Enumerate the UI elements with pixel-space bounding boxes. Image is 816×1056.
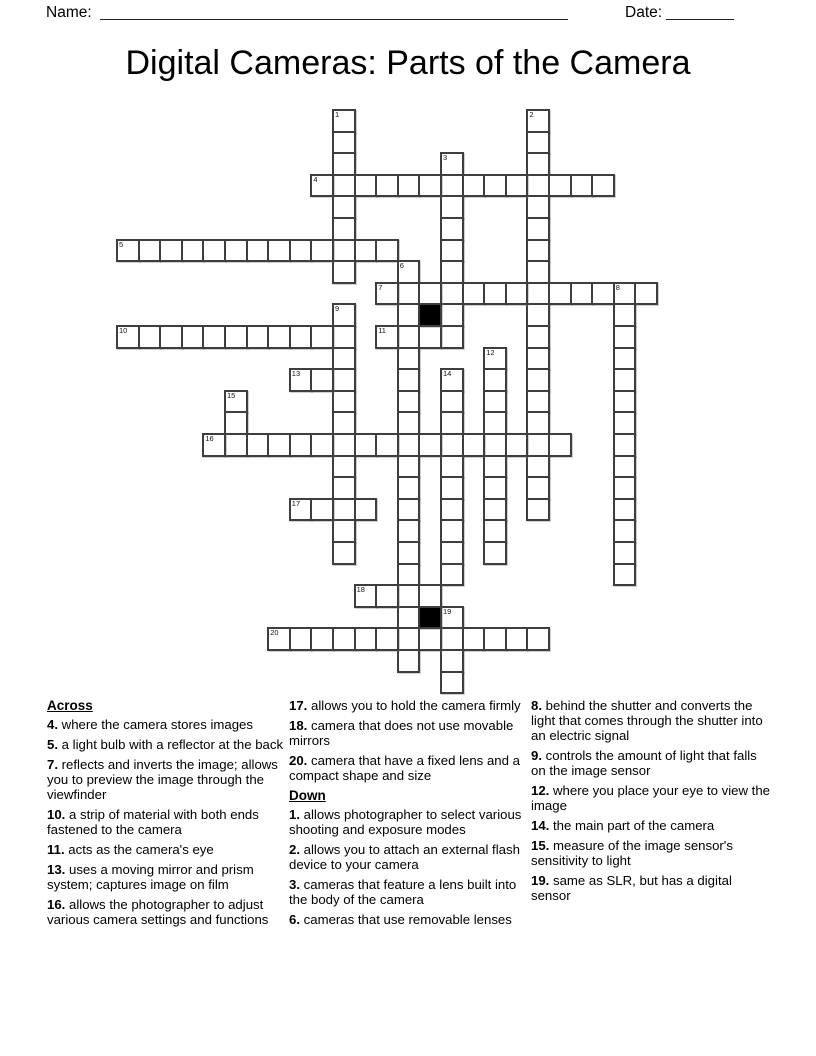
- grid-cell[interactable]: [440, 282, 464, 306]
- grid-cell[interactable]: [418, 433, 442, 457]
- clue-down-2: 2. allows you to attach an external flash device to your camera: [289, 842, 520, 872]
- grid-cell[interactable]: [440, 195, 464, 219]
- grid-cell[interactable]: [483, 476, 507, 500]
- cell-number: 16: [205, 434, 214, 443]
- grid-cell[interactable]: [613, 325, 637, 349]
- grid-cell[interactable]: [224, 433, 248, 457]
- grid-cell[interactable]: [440, 174, 464, 198]
- worksheet-header: [46, 2, 770, 26]
- grid-cell[interactable]: [332, 390, 356, 414]
- cell-number: 3: [443, 153, 448, 163]
- cell-number: 18: [356, 585, 365, 595]
- grid-cell[interactable]: [613, 563, 637, 587]
- cell-number: 7: [378, 282, 383, 292]
- grid-cell[interactable]: [224, 411, 248, 435]
- grid-cell[interactable]: [289, 325, 313, 349]
- grid-cell[interactable]: [397, 411, 421, 435]
- clue-number: 9.: [531, 748, 542, 763]
- grid-cell[interactable]: [570, 174, 594, 198]
- grid-cell[interactable]: [483, 174, 507, 198]
- grid-cell[interactable]: [332, 303, 356, 327]
- grid-cell[interactable]: [613, 390, 637, 414]
- grid-cell[interactable]: [613, 347, 637, 371]
- clue-number: 13.: [47, 862, 66, 877]
- grid-cell[interactable]: [483, 411, 507, 435]
- grid-cell[interactable]: [526, 627, 550, 651]
- grid-cell[interactable]: [505, 433, 529, 457]
- clue-across-11: 11. acts as the camera's eye: [47, 842, 214, 857]
- grid-cell[interactable]: [375, 584, 399, 608]
- grid-cell[interactable]: [375, 627, 399, 651]
- grid-cell[interactable]: [224, 325, 248, 349]
- grid-cell[interactable]: [526, 217, 550, 241]
- grid-cell[interactable]: [159, 325, 183, 349]
- grid-cell[interactable]: [483, 368, 507, 392]
- clue-number: 12.: [531, 783, 550, 798]
- date-label: Date:: [625, 4, 663, 21]
- grid-cell[interactable]: [570, 282, 594, 306]
- grid-cell[interactable]: [440, 455, 464, 479]
- cell-number: 12: [486, 347, 495, 357]
- grid-cell[interactable]: [613, 411, 637, 435]
- clue-number: 8.: [531, 698, 542, 713]
- clue-down-15: 15. measure of the image sensor's sensitivity to light: [531, 838, 733, 868]
- cell-number: 19: [443, 606, 452, 616]
- clue-down-3: 3. cameras that feature a lens built into the body of the camera: [289, 877, 517, 907]
- clue-column-1: [47, 698, 287, 932]
- grid-cell[interactable]: [613, 498, 637, 522]
- grid-cell[interactable]: [354, 498, 378, 522]
- clue-down-14: 14. the main part of the camera: [531, 818, 715, 833]
- grid-cell[interactable]: [613, 433, 637, 457]
- grid-cell[interactable]: [548, 282, 572, 306]
- grid-cell[interactable]: [397, 455, 421, 479]
- grid-cell[interactable]: [332, 152, 356, 176]
- grid-cell[interactable]: [505, 627, 529, 651]
- grid-cell[interactable]: [202, 239, 226, 263]
- clue-across-7: 7. reflects and inverts the image; allows you to preview the image through the viewfinder: [47, 757, 278, 802]
- grid-cell[interactable]: [354, 627, 378, 651]
- grid-cell[interactable]: [397, 584, 421, 608]
- grid-cell[interactable]: [526, 239, 550, 263]
- grid-cell[interactable]: [289, 433, 313, 457]
- grid-cell[interactable]: [397, 325, 421, 349]
- grid-cell[interactable]: [440, 433, 464, 457]
- grid-cell[interactable]: [526, 498, 550, 522]
- grid-cell[interactable]: [440, 303, 464, 327]
- name-label: Name:: [46, 4, 92, 21]
- clue-down-12: 12. where you place your eye to view the image: [531, 783, 770, 813]
- clue-number: 19.: [531, 873, 550, 888]
- grid-cell[interactable]: [397, 627, 421, 651]
- grid-cell[interactable]: [332, 476, 356, 500]
- grid-cell[interactable]: [332, 541, 356, 565]
- grid-cell[interactable]: [202, 433, 226, 457]
- grid-cell[interactable]: [138, 239, 162, 263]
- grid-cell[interactable]: [397, 563, 421, 587]
- grid-cell[interactable]: [354, 239, 378, 263]
- grid-cell[interactable]: [526, 282, 550, 306]
- grid-cell[interactable]: [354, 174, 378, 198]
- clue-number: 3.: [289, 877, 300, 892]
- clue-across-4: 4. where the camera stores images: [47, 717, 253, 732]
- grid-cell[interactable]: [397, 347, 421, 371]
- grid-cell[interactable]: [462, 433, 486, 457]
- clue-across-10: 10. a strip of material with both ends fastened to the camera: [47, 807, 259, 837]
- grid-cell[interactable]: [440, 239, 464, 263]
- grid-cell[interactable]: [332, 217, 356, 241]
- crossword-grid: [117, 110, 658, 695]
- grid-cell[interactable]: [159, 239, 183, 263]
- clue-down-8: 8. behind the shutter and converts the light that comes through the shutter into an electric signal: [531, 698, 763, 743]
- grid-cell[interactable]: [397, 476, 421, 500]
- grid-cell[interactable]: [462, 282, 486, 306]
- clue-number: 1.: [289, 807, 300, 822]
- grid-cell[interactable]: [289, 239, 313, 263]
- grid-cell[interactable]: [289, 627, 313, 651]
- grid-cell[interactable]: [375, 325, 399, 349]
- grid-cell[interactable]: [375, 239, 399, 263]
- clue-number: 18.: [289, 718, 308, 733]
- grid-cell[interactable]: [591, 282, 615, 306]
- cell-number: 8: [615, 282, 620, 292]
- clue-across-13: 13. uses a moving mirror and prism system; captures image on film: [47, 862, 254, 892]
- grid-cell[interactable]: [310, 498, 334, 522]
- grid-cell[interactable]: [613, 519, 637, 543]
- grid-cell[interactable]: [289, 498, 313, 522]
- grid-cell[interactable]: [375, 282, 399, 306]
- grid-cell[interactable]: [548, 433, 572, 457]
- grid-cell[interactable]: [613, 282, 637, 306]
- cell-number: 10: [119, 326, 128, 335]
- grid-cell[interactable]: [116, 239, 140, 263]
- grid-cell[interactable]: [332, 174, 356, 198]
- grid-cell[interactable]: [462, 174, 486, 198]
- cell-number: 9: [335, 304, 340, 314]
- grid-cell[interactable]: [246, 433, 270, 457]
- cell-number: 1: [335, 110, 340, 119]
- grid-cell[interactable]: [483, 519, 507, 543]
- clue-number: 5.: [47, 737, 58, 752]
- grid-cell[interactable]: [526, 390, 550, 414]
- clue-number: 6.: [289, 912, 300, 927]
- clue-number: 11.: [47, 842, 65, 857]
- grid-cell[interactable]: [332, 627, 356, 651]
- grid-cell[interactable]: [483, 347, 507, 371]
- grid-cell[interactable]: [440, 390, 464, 414]
- clue-down-19: 19. same as SLR, but has a digital sensor: [531, 873, 732, 903]
- grid-cell[interactable]: [440, 476, 464, 500]
- grid-cell[interactable]: [246, 325, 270, 349]
- grid-cell[interactable]: [526, 455, 550, 479]
- grid-cell[interactable]: [526, 152, 550, 176]
- clue-across-20: 20. camera that have a fixed lens and a compact shape and size: [289, 753, 520, 783]
- grid-cell[interactable]: [332, 498, 356, 522]
- black-cell: [418, 303, 442, 327]
- grid-cell[interactable]: [526, 476, 550, 500]
- grid-cell[interactable]: [310, 325, 334, 349]
- grid-cell[interactable]: [267, 433, 291, 457]
- grid-cell[interactable]: [397, 606, 421, 630]
- grid-cell[interactable]: [397, 390, 421, 414]
- grid-cell[interactable]: [440, 649, 464, 673]
- grid-cell[interactable]: [375, 174, 399, 198]
- grid-cell[interactable]: [548, 174, 572, 198]
- grid-cell[interactable]: [462, 627, 486, 651]
- grid-cell[interactable]: [397, 368, 421, 392]
- grid-cell[interactable]: [310, 368, 334, 392]
- grid-cell[interactable]: [375, 433, 399, 457]
- clue-number: 17.: [289, 698, 308, 713]
- cell-number: 13: [291, 369, 301, 379]
- grid-cell[interactable]: [332, 368, 356, 392]
- grid-cell[interactable]: [526, 411, 550, 435]
- grid-cell[interactable]: [332, 260, 356, 284]
- grid-cell[interactable]: [418, 325, 442, 349]
- grid-cell[interactable]: [332, 325, 356, 349]
- grid-cell[interactable]: [483, 433, 507, 457]
- grid-cell[interactable]: [354, 433, 378, 457]
- grid-cell[interactable]: [440, 260, 464, 284]
- grid-cell[interactable]: [332, 455, 356, 479]
- grid-cell[interactable]: [483, 541, 507, 565]
- grid-cell[interactable]: [332, 347, 356, 371]
- grid-cell[interactable]: [591, 174, 615, 198]
- grid-cell[interactable]: [310, 239, 334, 263]
- grid-cell[interactable]: [246, 239, 270, 263]
- grid-cell[interactable]: [397, 519, 421, 543]
- clue-number: 15.: [531, 838, 550, 853]
- grid-cell[interactable]: [138, 325, 162, 349]
- cell-number: 4: [313, 174, 318, 184]
- across-heading: Across: [47, 698, 93, 713]
- clue-number: 14.: [531, 818, 550, 833]
- grid-cell[interactable]: [526, 433, 550, 457]
- clue-across-17: 17. allows you to hold the camera firmly: [289, 698, 521, 713]
- grid-cell[interactable]: [483, 282, 507, 306]
- grid-cell[interactable]: [418, 627, 442, 651]
- grid-cell[interactable]: [332, 195, 356, 219]
- grid-cell[interactable]: [483, 498, 507, 522]
- grid-cell[interactable]: [289, 368, 313, 392]
- grid-cell[interactable]: [397, 174, 421, 198]
- clue-number: 10.: [47, 807, 66, 822]
- grid-cell[interactable]: [440, 152, 464, 176]
- cell-number: 15: [227, 390, 236, 400]
- grid-cell[interactable]: [332, 239, 356, 263]
- grid-cell[interactable]: [526, 368, 550, 392]
- grid-cell[interactable]: [354, 584, 378, 608]
- grid-cell[interactable]: [613, 368, 637, 392]
- clue-number: 7.: [47, 757, 58, 772]
- grid-cell[interactable]: [332, 519, 356, 543]
- cell-number: 14: [443, 369, 452, 379]
- cell-number: 11: [378, 326, 386, 335]
- grid-cell[interactable]: [440, 606, 464, 630]
- grid-cell[interactable]: [483, 455, 507, 479]
- grid-cell[interactable]: [202, 325, 226, 349]
- grid-cell[interactable]: [224, 239, 248, 263]
- grid-cell[interactable]: [310, 627, 334, 651]
- grid-cell[interactable]: [224, 390, 248, 414]
- grid-cell[interactable]: [332, 411, 356, 435]
- clue-column-2: [289, 698, 529, 932]
- grid-cell[interactable]: [440, 627, 464, 651]
- grid-cell[interactable]: [483, 627, 507, 651]
- grid-cell[interactable]: [332, 109, 356, 133]
- grid-cell[interactable]: [440, 541, 464, 565]
- grid-cell[interactable]: [483, 390, 507, 414]
- clue-number: 2.: [289, 842, 300, 857]
- grid-cell[interactable]: [526, 109, 550, 133]
- grid-cell[interactable]: [440, 217, 464, 241]
- grid-cell[interactable]: [181, 325, 205, 349]
- grid-cell[interactable]: [181, 239, 205, 263]
- grid-cell[interactable]: [418, 174, 442, 198]
- grid-cell[interactable]: [397, 433, 421, 457]
- grid-cell[interactable]: [397, 282, 421, 306]
- grid-cell[interactable]: [440, 411, 464, 435]
- grid-cell[interactable]: [397, 541, 421, 565]
- clue-column-3: [531, 698, 771, 908]
- grid-cell[interactable]: [397, 303, 421, 327]
- grid-cell[interactable]: [440, 498, 464, 522]
- down-heading: Down: [289, 788, 326, 803]
- date-blank-line[interactable]: [666, 2, 734, 20]
- black-cell: [418, 606, 442, 630]
- cell-number: 2: [529, 110, 534, 119]
- name-blank-line[interactable]: [100, 2, 568, 20]
- grid-cell[interactable]: [267, 325, 291, 349]
- grid-cell[interactable]: [332, 131, 356, 155]
- grid-cell[interactable]: [526, 325, 550, 349]
- clue-down-9: 9. controls the amount of light that falls on the image sensor: [531, 748, 757, 778]
- cell-number: 5: [119, 239, 124, 249]
- clue-down-6: 6. cameras that use removable lenses: [289, 912, 512, 927]
- grid-cell[interactable]: [526, 347, 550, 371]
- grid-cell[interactable]: [397, 649, 421, 673]
- grid-cell[interactable]: [505, 174, 529, 198]
- grid-cell[interactable]: [634, 282, 658, 306]
- grid-cell[interactable]: [310, 433, 334, 457]
- grid-cell[interactable]: [526, 303, 550, 327]
- grid-cell[interactable]: [267, 627, 291, 651]
- grid-cell[interactable]: [397, 498, 421, 522]
- cell-number: 17: [291, 498, 301, 508]
- page-title: Digital Cameras: Parts of the Camera: [125, 44, 691, 82]
- clue-number: 4.: [47, 717, 58, 732]
- grid-cell[interactable]: [116, 325, 140, 349]
- grid-cell[interactable]: [526, 260, 550, 284]
- grid-cell[interactable]: [440, 519, 464, 543]
- grid-cell[interactable]: [267, 239, 291, 263]
- grid-cell[interactable]: [418, 584, 442, 608]
- clue-down-1: 1. allows photographer to select various shooting and exposure modes: [289, 807, 522, 837]
- grid-cell[interactable]: [332, 433, 356, 457]
- clue-across-18: 18. camera that does not use movable mirrors: [289, 718, 514, 748]
- grid-cell[interactable]: [526, 131, 550, 155]
- grid-cell[interactable]: [418, 282, 442, 306]
- grid-cell[interactable]: [505, 282, 529, 306]
- grid-cell[interactable]: [613, 476, 637, 500]
- clue-number: 20.: [289, 753, 308, 768]
- grid-cell[interactable]: [440, 325, 464, 349]
- clue-number: 16.: [47, 897, 66, 912]
- grid-cell[interactable]: [440, 368, 464, 392]
- grid-cell[interactable]: [440, 563, 464, 587]
- grid-cell[interactable]: [397, 260, 421, 284]
- grid-cell[interactable]: [310, 174, 334, 198]
- grid-cell[interactable]: [526, 174, 550, 198]
- cell-number: 20: [270, 628, 279, 638]
- grid-cell[interactable]: [440, 671, 464, 695]
- grid-cell[interactable]: [613, 455, 637, 479]
- grid-cell[interactable]: [613, 303, 637, 327]
- cell-number: 6: [399, 261, 404, 271]
- clue-across-16: 16. allows the photographer to adjust various camera settings and functions: [47, 897, 269, 927]
- clue-across-5: 5. a light bulb with a reflector at the back: [47, 737, 284, 752]
- grid-cell[interactable]: [613, 541, 637, 565]
- grid-cell[interactable]: [526, 195, 550, 219]
